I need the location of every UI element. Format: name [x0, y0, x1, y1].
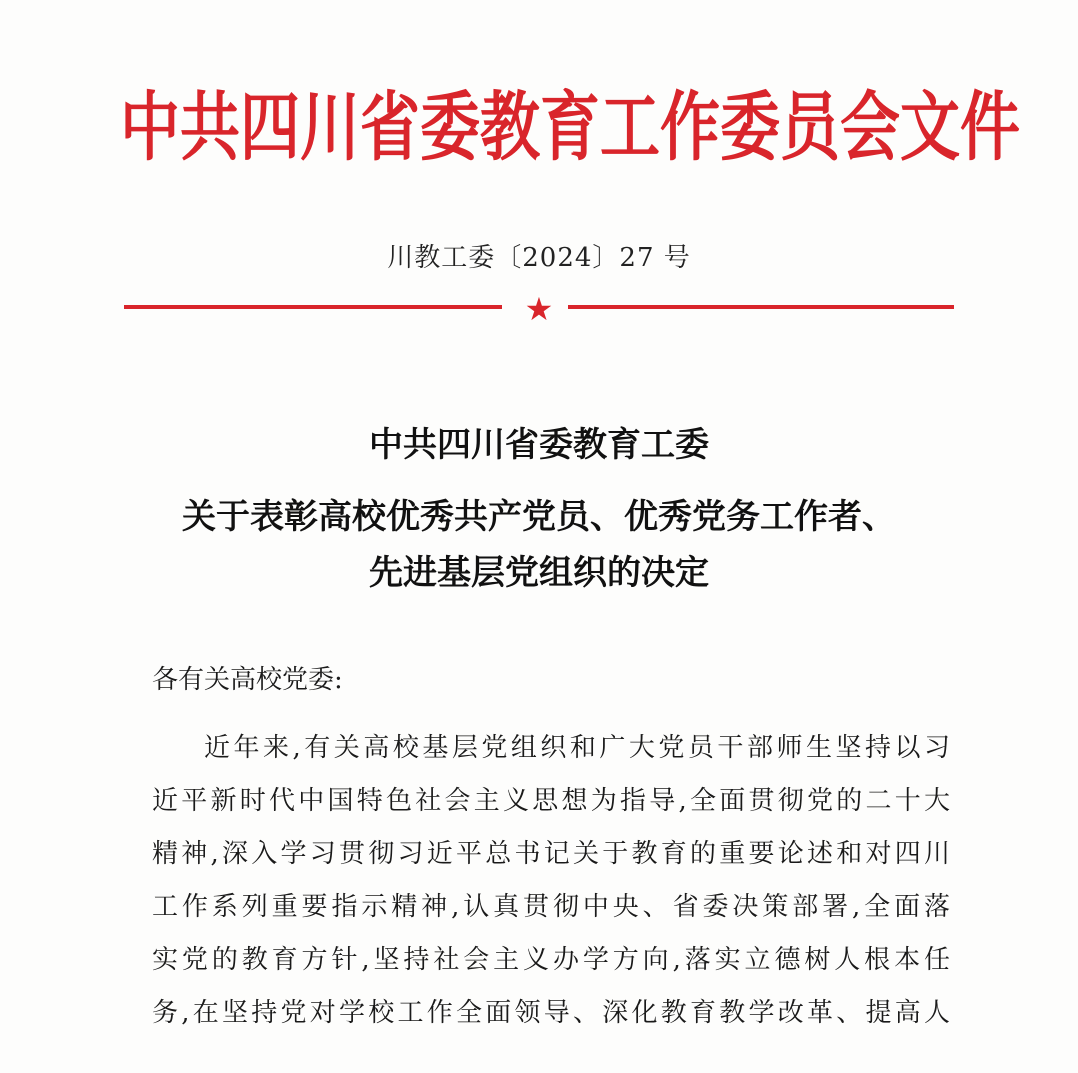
body-line: 近年来,有关高校基层党组织和广大党员干部师生坚持以习: [204, 733, 952, 763]
body-line: 精神,深入学习贯彻习近平总书记关于教育的重要论述和对四川: [152, 839, 952, 869]
document-title-line-2: 关于表彰高校优秀共产党员、优秀党务工作者、: [182, 497, 896, 537]
star-icon: ★: [524, 290, 554, 328]
document-header-title: 中共四川省委教育工作委员会文件: [120, 84, 1020, 172]
divider-line-left: [124, 305, 502, 309]
body-paragraph: [152, 722, 952, 1040]
document-number: 川教工委〔2024〕27 号: [387, 243, 691, 273]
body-line: 务,在坚持党对学校工作全面领导、深化教育教学改革、提高人: [152, 998, 952, 1028]
body-line: 工作系列重要指示精神,认真贯彻中央、省委决策部署,全面落: [152, 892, 952, 922]
body-line: 近平新时代中国特色社会主义思想为指导,全面贯彻党的二十大: [152, 786, 952, 816]
salutation: 各有关高校党委:: [152, 665, 343, 695]
body-line: 实党的教育方针,坚持社会主义办学方向,落实立德树人根本任: [152, 945, 952, 975]
document-title-line-1: 中共四川省委教育工委: [369, 425, 709, 465]
red-divider: [124, 290, 954, 328]
document-title-line-3: 先进基层党组织的决定: [369, 553, 709, 593]
divider-line-right: [568, 305, 954, 309]
